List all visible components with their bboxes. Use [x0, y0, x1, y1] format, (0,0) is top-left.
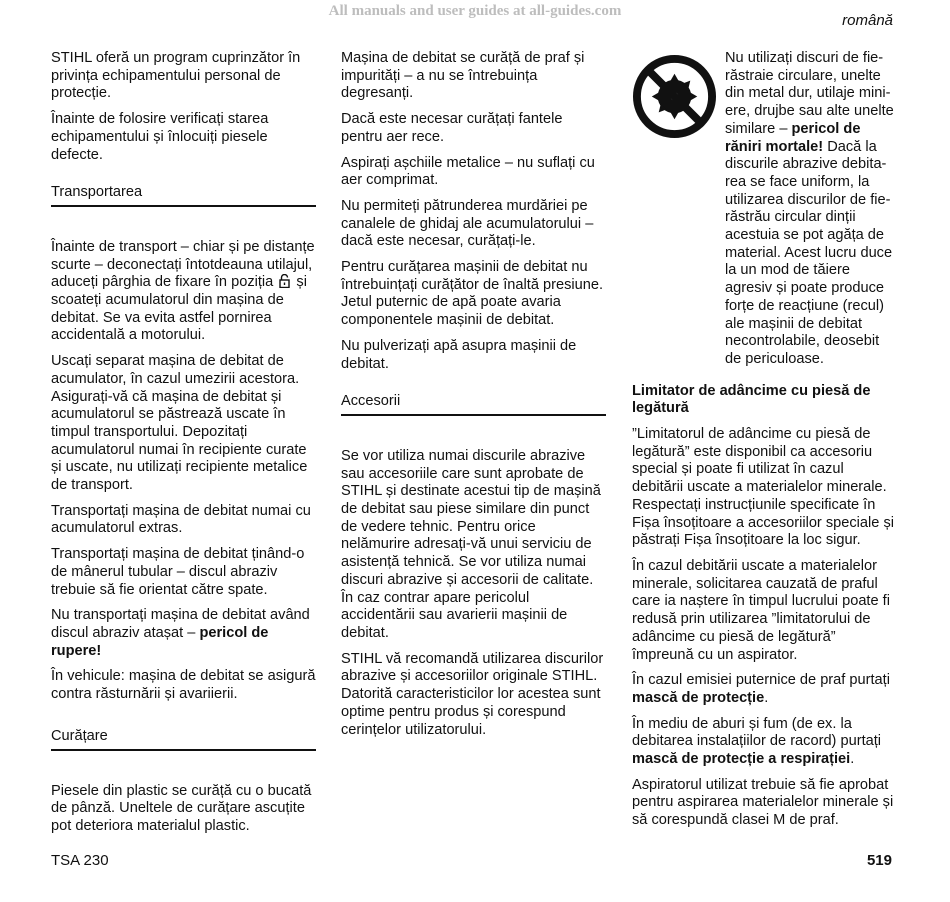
paragraph: Aspiratorul utilizat trebuie să fie aprobat pentru aspirarea materialelor minerale și să corespundă clasei M de praf. — [632, 776, 894, 829]
column-1 — [51, 50, 316, 844]
watermark: All manuals and user guides at all-guides.com — [328, 3, 622, 19]
no-saw-blade-icon — [632, 54, 717, 139]
column-2 — [341, 50, 606, 747]
paragraph: Nu permiteți pătrunderea murdăriei pe canalele de ghidaj ale acumulatorului – dacă este necesar, curățați-le. — [341, 197, 594, 250]
paragraph: STIHL vă recomandă utilizarea discurilor abrazive și accesoriilor originale STIHL. Datorită caracteristicilor lor acestea sunt optime pentru produs și corespund cerințelor utilizatorului. — [341, 650, 604, 738]
warning-text: Nu utilizați discuri de fie-răstraie circulare, unelte din metal dur, utilaje mini-ere, drujbe sau alte unelte similare – pericol de răniri mortale! Dacă la discurile abrazive debita-rea se face uniform, la utilizarea discurilor de fie-răstrău circular dinții acestuia se pot agăța de material. Acest lucru duce la un mod de tăiere agresiv și poate produce forțe de reacțiune (recul) ale mașinii de debitat necontrolabile, deosebit de periculoase. — [725, 50, 894, 367]
paragraph: În vehicule: mașina de debitat se asigură contra răsturnării și avariierii. — [51, 668, 316, 703]
paragraph: Transportați mașina de debitat ținând-o de mânerul tubular – discul abraziv trebuie să fie orientat către spate. — [51, 546, 305, 598]
paragraph-dust: În cazul emisiei puternice de praf purtați mască de protecție. — [632, 672, 890, 706]
paragraph: Pentru curățarea mașinii de debitat nu întrebuințați curățător de înaltă presiune. Jetul puternic de apă poate avaria componentele mașinii de debitat. — [341, 259, 604, 329]
paragraph: Mașina de debitat se curăță de praf și impurități – a nu se întrebuința degresanți. — [341, 50, 585, 102]
paragraph: În cazul debitării uscate a materialelor minerale, solicitarea cauzată de praful care ia naștere în timpul lucrului poate fi redusă prin utilizarea ”limitatorului de adâncime cu piesă de legătură” împreună cu un aspirator. — [632, 557, 890, 663]
paragraph: Aspirați așchiile metalice – nu suflați cu aer comprimat. — [341, 154, 595, 189]
column-3 — [632, 50, 897, 838]
paragraph: Transportați mașina de debitat numai cu acumulatorul extras. — [51, 502, 311, 537]
unlock-icon — [279, 274, 290, 288]
paragraph: ”Limitatorul de adâncime cu piesă de legătură” este disponibil ca accesoriu special și poate fi utilizat în cazul debitării uscate a materialelor minerale. Respectați instrucțiunile specificate în Fișa însoțitoare a accesoriilor speciale și păstrați Fișa însoțitoare la loc sigur. — [632, 426, 894, 549]
heading-accessories: Accesorii — [341, 393, 606, 416]
warning-block — [632, 50, 897, 369]
page-number: 519 — [866, 852, 892, 869]
heading-depth-limiter: Limitator de adâncime cu piesă de legătură — [632, 382, 871, 417]
paragraph: Uscați separat mașina de debitat de acumulator, în cazul umezirii acestora. Asigurați-vă că mașina de debitat și acumulatorul se păstrează uscate în timpul transportului. Depozitați acumulatorul numai în recipiente curate și uscate, nu utilizați recipiente metalice de transport. — [51, 353, 308, 494]
danger-text: pericol de rupere! — [51, 624, 269, 659]
paragraph: Se vor utiliza numai discurile abrazive sau accesoriile care sunt aprobate de STIHL și destinate acestui tip de mașină de debitat sau piese similare din punct de vedere tehnic. Pentru orice nelămurire adresați-vă unui serviciu de asistență tehnică. Se vor utiliza numai discuri abrazive și accesorii de calitate. În caz contrar apare pericolul accidentării sau avarierii mașinii de debitat. — [341, 447, 601, 641]
paragraph: Nu pulverizați apă asupra mașinii de debitat. — [341, 337, 577, 372]
paragraph: Piesele din plastic se curăță cu o bucată de pânză. Uneltele de curățare ascuțite pot deteriora materialul plastic. — [51, 782, 312, 834]
paragraph-smoke: În mediu de aburi și fum (de ex. la debitarea instalațiilor de racord) purtați mască de protecție a respirației. — [632, 715, 882, 768]
language-label: română — [842, 12, 893, 29]
paragraph: STIHL oferă un program cuprinzător în privința echipamentului personal de protecție. — [51, 50, 301, 102]
paragraph-warning: Nu transportați mașina de debitat având discul abraziv atașat – pericol de rupere! — [51, 607, 310, 659]
paragraph: Dacă este necesar curățați fantele pentru aer rece. — [341, 111, 563, 145]
heading-cleaning: Curățare — [51, 728, 316, 751]
paragraph: Înainte de folosire verificați starea echipamentului și înlocuiți piesele defecte. — [51, 111, 269, 163]
heading-transport: Transportarea — [51, 184, 316, 207]
footer-model: TSA 230 — [51, 852, 109, 869]
danger-text: pericol de răniri mortale! — [725, 120, 861, 155]
paragraph-transport-intro: Înainte de transport – chiar și pe distanțe scurte – deconectați întotdeauna utilajul, aduceți pârghia de fixare în poziția și scoateți acumulatorul din mașina de debitat. Se va evita astfel pornirea accidentală a motorului. — [51, 238, 315, 344]
